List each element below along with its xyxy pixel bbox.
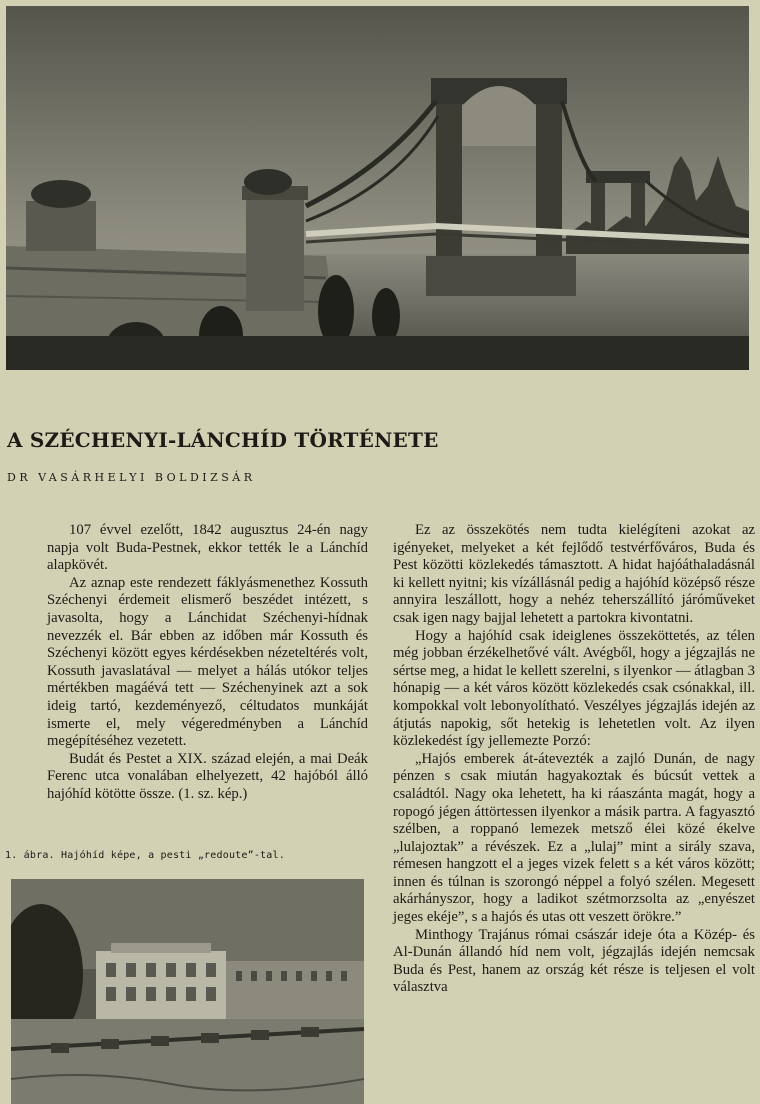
paragraph: Ez az összekötés nem tudta kielégíteni azokat az igényeket, melyeket a két fejlődő testvérfőváros, Buda és Pest közötti közlekedés támasztott. A hidat hajóáthaladásnál ki kellett nyitni; kis vízállásnál pedig a hajóhíd középső része annyira leszállott, hogy a nehéz teherszállító járóműveket csak igen nagy bajjal lehetett a partokra kivontatni. (393, 522, 755, 626)
figure-caption: 1. ábra. Hajóhíd képe, a pesti „redoute”-tal. (5, 850, 285, 861)
paragraph: Az aznap este rendezett fáklyásmenethez Kossuth Széchenyi érdemeit elismerő beszédet intézett, s javasolta, hogy a Lánchidat Széchenyi-hídnak nevezzék el. Bár ebben az időben már Kossuth és Széchenyi között egyes kérdésekben nézeteltérés volt, Kossuth javaslatával — melyet a hálás utókor teljes mértékben magáévá tett — Széchenyinek azt a sok ideig tartó, kezdeményező, céltudatos munkáját ismerte el, mely végeredményben a Lánchíd megépítéséhez vezetett. (47, 574, 368, 750)
right-text-column (393, 522, 755, 997)
chain-bridge-illustration (6, 6, 749, 370)
paragraph: „Hajós emberek át-átevezték a zajló Dunán, de nagy pénzen s csak miután hagyakoztak és búcsút vettek a családtól. Nagy oka lehetett, ha ki ráaszánta magát, hogy a ropogó jégen áttörtessen ilyenkor a másik partra. A fagyasztó szélben, a roppanó lemezek metsző élei közé ékelve „lulajoztak” a révészek. Ez a „lulaj” mint a sirály szava, rémesen hangzott el a jeges vizek felett s a két város között; innen és túlnan is szorongó néppel a folyó szélen. Megesett akárhányszor, hogy a ladikot szétmorzsolta az „enyészet jeges ekéje”, s a hajós és utas ott veszett örökre.” (393, 750, 755, 926)
paragraph: 107 évvel ezelőtt, 1842 augusztus 24-én nagy napja volt Buda-Pestnek, ekkor tették le a Lánchíd alapkövét. (47, 522, 368, 574)
article-title: A SZÉCHENYI-LÁNCHÍD TÖRTÉNETE (7, 428, 439, 452)
paragraph: Minthogy Trajánus római császár ideje óta a Közép- és Al-Dunán állandó híd nem volt, jégzajlás idején nemcsak Buda és Pest, hanem az ország két része is teljesen el volt választva (393, 926, 755, 996)
chain-bridge-photo (6, 6, 749, 370)
pontoon-bridge-illustration (11, 879, 364, 1104)
paragraph: Budát és Pestet a XIX. század elején, a mai Deák Ferenc utca vonalában elhelyezett, 42 hajóból álló hajóhíd kötötte össze. (1. sz. kép.) (47, 750, 368, 802)
article-author: DR VASÁRHELYI BOLDIZSÁR (7, 471, 256, 484)
left-text-column (47, 522, 368, 804)
pontoon-bridge-engraving (11, 879, 364, 1104)
paragraph: Hogy a hajóhíd csak ideiglenes összeköttetés, az télen még jobban érzékelhetővé vált. Avégből, hogy a jégzajlás ne sértse meg, a hidat le kellett szerelni, s ilyenkor — átlagban 3 hónapig — a két város között közlekedés csak csónakkal, ill. kompokkal volt lebonyolítható. Veszélyes jégzajlás idején az átjutás napokig, sőt hetekig is lehetetlen volt. Az ilyen közlekedést így jellemezte Porzó: (393, 627, 755, 750)
